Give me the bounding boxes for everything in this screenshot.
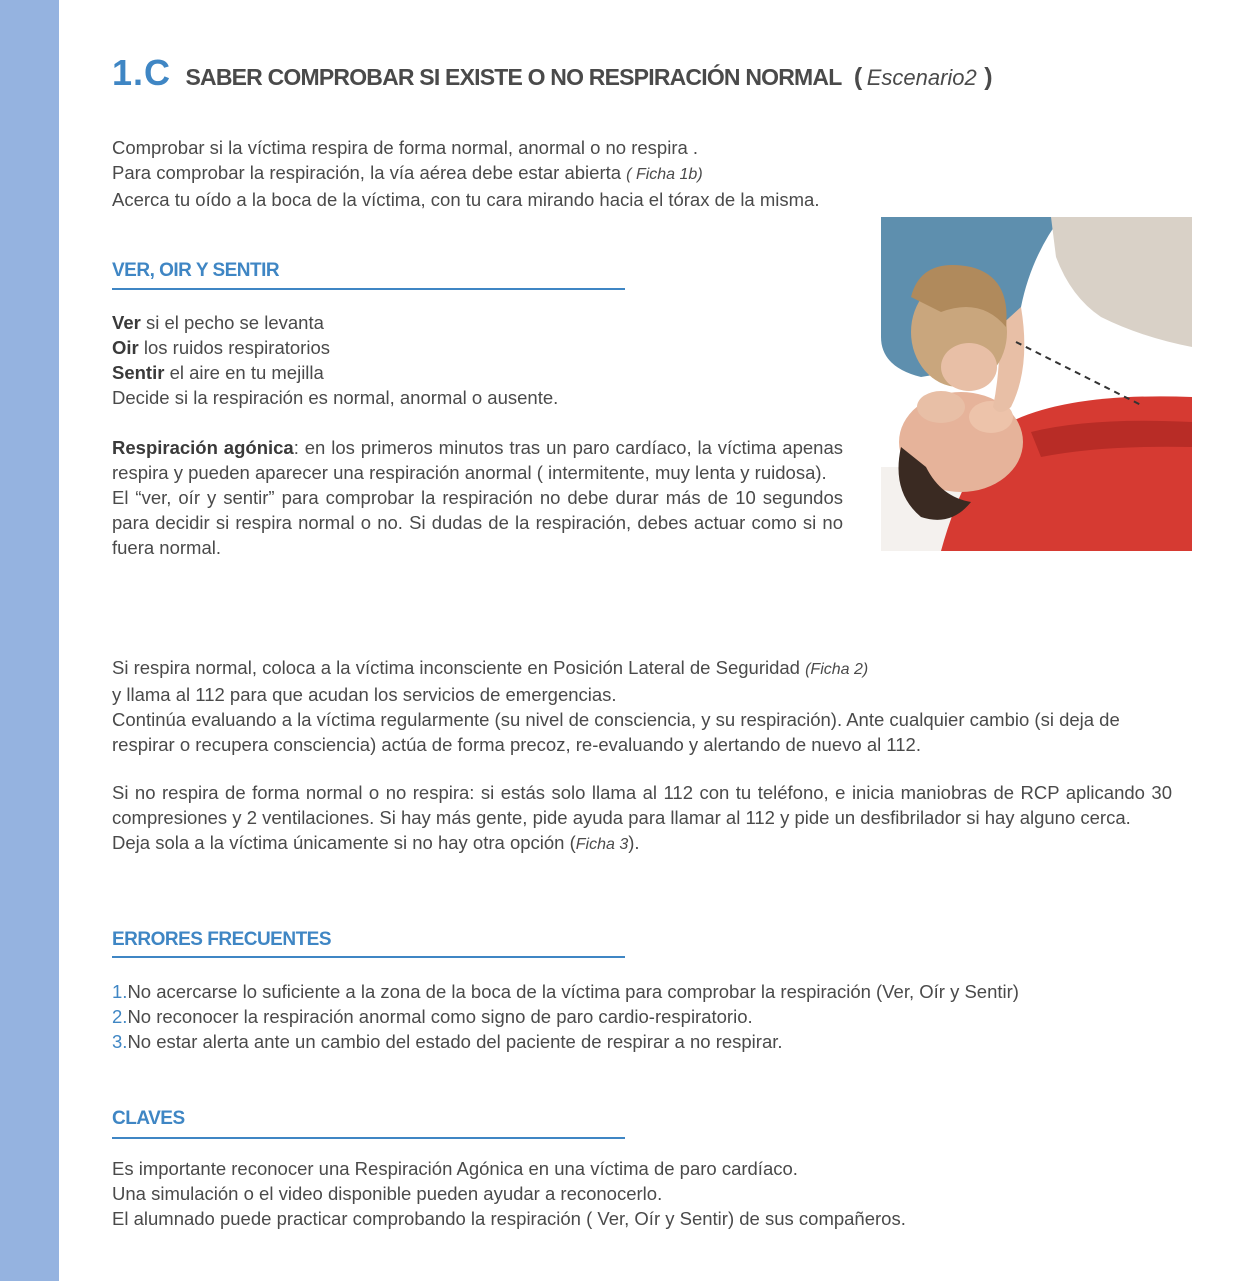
intro-block (112, 135, 842, 212)
timing-paragraph: El “ver, oír y sentir” para comprobar la respiración no debe durar más de 10 segundos para decidir si respira normal o no. Si dudas de la respiración, debes actuar como si no fuera normal. (112, 487, 843, 558)
agonal-paragraph: Respiración agónica: en los primeros minutos tras un paro cardíaco, la víctima apenas respira y pueden aparecer una respiración anormal ( intermitente, muy lenta y ruidosa). (112, 437, 843, 483)
section-title-claves: CLAVES (112, 1108, 185, 1129)
ficha-3-ref: Ficha 3 (575, 836, 629, 853)
normal-line-1: Si respira normal, coloca a la víctima inconsciente en Posición Lateral de Seguridad (Ficha 2) (112, 657, 869, 678)
list-item-oir: Oir los ruidos respiratorios (112, 337, 330, 358)
list-item-sentir: Sentir el aire en tu mejilla (112, 362, 324, 383)
decide-line: Decide si la respiración es normal, anormal o ausente. (112, 387, 559, 408)
scenario-label: Escenario2 (866, 65, 977, 90)
leave-victim-line: Deja sola a la víctima únicamente si no hay otra opción (Ficha 3). (112, 832, 640, 853)
intro-line-3: Acerca tu oído a la boca de la víctima, con tu cara mirando hacia el tórax de la misma. (112, 189, 820, 210)
normal-line-3: Continúa evaluando a la víctima regularmente (su nivel de consciencia, y su respiración). Ante cualquier cambio (si deja de respirar o recupera consciencia) actúa de forma precoz, re-evaluando y alertando de nuevo al 112. (112, 709, 1120, 755)
section-number: 1.C (112, 52, 172, 93)
ver-oir-sentir-list (112, 310, 842, 410)
intro-line-1: Comprobar si la víctima respira de forma normal, anormal o no respira . (112, 137, 699, 158)
agonal-breathing-block (112, 435, 843, 560)
claves-line-2: Una simulación o el video disponible pueden ayudar a reconocerlo. (112, 1183, 663, 1204)
abnormal-paragraph: Si no respira de forma normal o no respira: si estás solo llama al 112 con tu teléfono, e inicia maniobras de RCP aplicando 30 compresiones y 2 ventilaciones. Si hay más gente, pide ayuda para llamar al 112 y pide un desfibrilador si hay alguno cerca. (112, 782, 1172, 828)
normal-breathing-block (112, 655, 1172, 757)
section-title-ver: VER, OIR Y SENTIR (112, 260, 280, 281)
abnormal-breathing-block (112, 780, 1172, 857)
list-item: 2.No reconocer la respiración anormal como signo de paro cardio-respiratorio. (112, 1006, 753, 1027)
section-rule-claves (112, 1137, 625, 1139)
ficha-1b-ref: ( Ficha 1b) (626, 166, 703, 183)
normal-line-2: y llama al 112 para que acudan los servicios de emergencias. (112, 684, 617, 705)
page-header (112, 52, 993, 94)
rescuer-checking-breathing-photo (881, 217, 1192, 551)
claves-line-1: Es importante reconocer una Respiración Agónica en una víctima de paro cardíaco. (112, 1158, 798, 1179)
list-item: 3.No estar alerta ante un cambio del estado del paciente de respirar a no respirar. (112, 1031, 783, 1052)
claves-line-3: El alumnado puede practicar comprobando la respiración ( Ver, Oír y Sentir) de sus compañeros. (112, 1208, 906, 1229)
paren-open: ( (853, 63, 863, 91)
errors-list (112, 979, 1172, 1054)
list-item: 1.No acercarse lo suficiente a la zona de la boca de la víctima para comprobar la respiración (Ver, Oír y Sentir) (112, 981, 1019, 1002)
section-rule-ver (112, 288, 625, 290)
intro-line-2: Para comprobar la respiración, la vía aérea debe estar abierta ( Ficha 1b) (112, 162, 703, 183)
page-title: SABER COMPROBAR SI EXISTE O NO RESPIRACIÓN NORMAL (185, 64, 842, 90)
list-item-ver: Ver si el pecho se levanta (112, 312, 324, 333)
side-color-bar (0, 0, 59, 1281)
section-rule-errores (112, 956, 625, 958)
paren-close: ) (984, 63, 993, 91)
claves-list (112, 1156, 1172, 1231)
section-title-errores: ERRORES FRECUENTES (112, 929, 332, 950)
ficha-2-ref: (Ficha 2) (805, 661, 869, 678)
